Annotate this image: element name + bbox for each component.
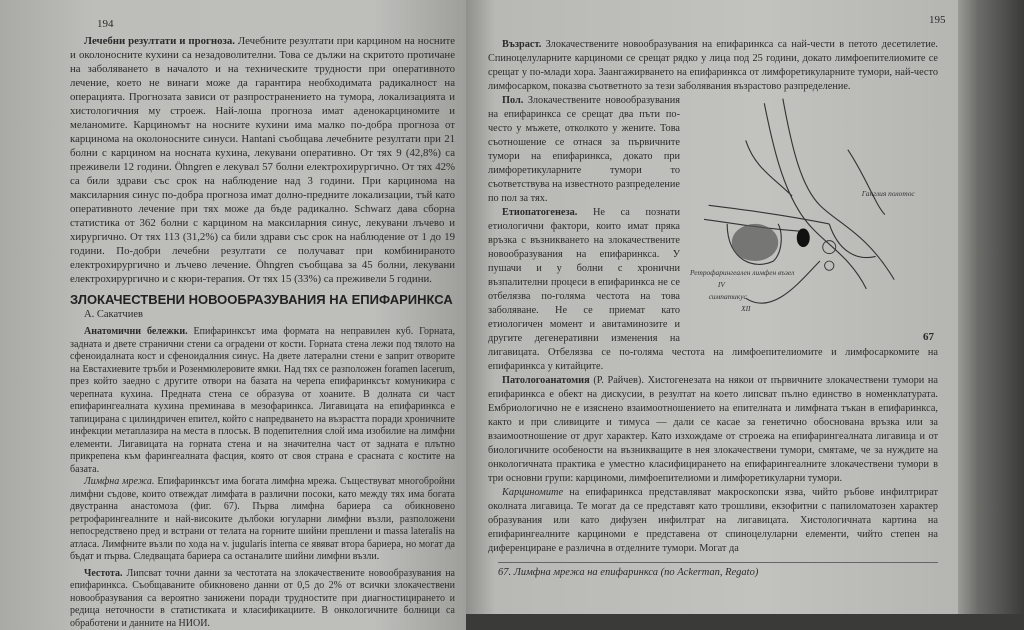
caption-text: Лимфна мрежа на епифаринкса (по Ackerman, Regato) bbox=[514, 567, 759, 578]
lymph-section bbox=[70, 476, 455, 564]
figure-label: Ганглия полотос bbox=[861, 189, 916, 198]
caption-number: 67. bbox=[498, 567, 511, 578]
etio-text: Не са познати етиологични фактори, които имат пряка връзка с възникването на злокачествените новообразувания на епифаринкса. У пушачи и у болни с хронични възпалителни процеси в епифаринкса не се отбелязва по-голяма честота на това заболяване. Не се приемат като етиологичен момент и авитаминозите и другите дегенеративни изменения на лигавицата. Отбелязва се по-голяма честота на лимфоепителиомите и лимфосаркомите на епифаринкса у китайците. bbox=[488, 207, 938, 372]
right-page-text bbox=[488, 38, 938, 580]
prognosis-text: Лечебните резултати при карцином на носните и околоносните кухини са незадоволителни. Това се дължи на скритото протичане на заболяването в началото и на техническите трудности при оперативното лечение, което не винаги може да гарантира необходимата радикалност на операцията. Прогнозата зависи от разпространението на тумора, локализацията и хистологичния му строеж. Най-лоша прогноза имат аденокарциномите и меланомите. Карциномът на носните кухини има малко по-добра прогноза от карцинома на околоносните синуси. Hantani съобщава лечебните резултати при 21 болни с карцином на носната кухина, лекувани оперативно. От тях 9 (42,8%) са преживели 12 години. Öhngren е лекувал 57 болни електрохирургично. От тях 42% са били здрави със срок на наблюдение над 3 години. При карцинома на максиларния синус по-добра прогноза имат долно-предните локализации, тъй като оперативното лечение при тях може да бъде радикално. Schwarz дава сборна статистика от 362 болни с карцином на максиларния синус, лекувани лъчево и хирургично. От тях 113 (31,2%) са били здрави със срок на наблюдение от 1 до 19 години. По-добри лечебни резултати се получават при комбинираното електрохирургично и лъчево лечение. Öhngren съобщава за 45 болни, лекувани електрохирургично и с кюри-терапия. От тях 15 (33%) са преживели 5 години. bbox=[70, 35, 455, 285]
prognosis-section bbox=[70, 34, 455, 286]
lymph-text: Епифаринксът има богата лимфна мрежа. Съществуват многобройни лимфни съдове, които отвеждат лимфата в различни посоки, като между тях има богата двустранна анастомоза (фиг. 67). Първа лимфна бариера са обикновено ретрофарингеалните и най-високите дълбоки югуларни лимфни възли, разположени непосредствено пред и встрани от телата на горните шийни прешлени и massa lateralis на атласа. Лимфните възли по хода на v. jugularis interna се явяват втора бариера, но могат да бъдат и първа. Следващата бариера са останалите шийни лимфни възли. bbox=[70, 476, 455, 562]
age-section bbox=[488, 38, 938, 94]
book-edge bbox=[958, 0, 1024, 614]
section-title: ЗЛОКАЧЕСТВЕНИ НОВООБРАЗУВАНИЯ НА ЕПИФАРИНКСА bbox=[70, 292, 455, 308]
frequency-heading: Честота. bbox=[84, 568, 123, 579]
author: А. Сакатчиев bbox=[84, 308, 455, 322]
figure-number: 67 bbox=[923, 330, 934, 344]
patho-text: Хистогенезата на някои от първичните злокачествени тумори на епифаринкса е обект на дискусии, в резултат на което липсват пълно единство в номенклатурата. Ембриологично не е изяснено взаимоотношението на епителната и лимфната тъкан в епифаринкса, както и при сливиците и тимуса — дали се касае за генетично обоснована връзка или за взаимоотношение от друг характер. Като изхождаме от строежа на епифарингеалната лигавица и от биологичните особености на възникващите в нея злокачествени тумори, смятаме, че за нуждите на онкологичната практика е уместно класифицирането на епифарингеалните злокачествени тумори в три основни групи: карциноми, лимфоепителиоми и лимфоретикуларни тумори. bbox=[488, 375, 938, 484]
pathology-section bbox=[488, 374, 938, 486]
figure-caption bbox=[498, 562, 938, 580]
right-page bbox=[466, 0, 958, 614]
patho-heading: Патологоанатомия bbox=[502, 375, 590, 386]
frequency-section bbox=[70, 568, 455, 630]
age-text: Злокачествените новообразувания на епифаринкса са най-чести в петото десетилетие. Спиноцелуларните карциноми се срещат рядко у лица под 25 години, докато лимфоепителиомите се срещат у по-млади хора. Заангажирването на епифаринкса от лимфоретикуларните тумори, най-често лимфосарком, показва съответното за тези заболявания възрастово разпределение. bbox=[488, 39, 938, 92]
sex-text: Злокачествените новообразувания на епифаринкса се срещат два пъти по-често у мъжете, отколкото у жените. Това съотношение се отнася за първичните тумори на епифаринкса, докато при лимфоретикуларните тумори то съответствува на известното разпределение по пол за тях. bbox=[488, 95, 680, 204]
figure-label: Ретрофарингеален лимфен възел bbox=[689, 268, 794, 277]
left-page-text bbox=[70, 34, 455, 630]
sex-heading: Пол. bbox=[502, 95, 523, 106]
lymph-network-figure bbox=[688, 94, 938, 326]
carc-text: на епифаринкса представляват макроскопски язва, чийто ръбове инфилтрират околната лигавица. Те могат да се представят като трошливи, екзофитни с папиломатозен характер образувания или като дифузен инфилтрат на лигавицата. Хистологичната картина на епифарингеалните карциноми е представена от спиноцелуларни елементи, чийто степен на диференциране е различна в отделните тумори. Могат да bbox=[488, 487, 938, 554]
anatomy-heading: Анатомични бележки. bbox=[84, 326, 188, 337]
page-number: 194 bbox=[97, 18, 114, 30]
figure-67 bbox=[688, 94, 938, 344]
figure-label: симпатикус bbox=[709, 292, 748, 301]
frequency-text: Липсват точни данни за честотата на злокачествените новообразувания на епифаринкса. Съобщаваните обикновено данни от 0,5 до 2% от всички злокачествени новообразувания са вероятно занижени поради трудностите при диагностицирането и редица неточности в статистиката и класификациите. В онкологичните болници са обработени и данните на НИОИ. bbox=[70, 568, 455, 629]
figure-label: XII bbox=[740, 304, 751, 313]
figure-label: IV bbox=[717, 280, 726, 289]
left-page bbox=[0, 0, 466, 630]
patho-author: (Р. Райчев). bbox=[593, 375, 644, 386]
lymph-heading: Лимфна мрежа. bbox=[84, 476, 154, 487]
page-number: 195 bbox=[929, 14, 946, 26]
lymph-node-icon bbox=[732, 224, 778, 261]
carcinoma-section bbox=[488, 486, 938, 556]
etio-heading: Етиопатогенеза. bbox=[502, 207, 577, 218]
prognosis-heading: Лечебни резултати и прогноза. bbox=[84, 35, 235, 47]
age-heading: Възраст. bbox=[502, 39, 541, 50]
anatomy-section bbox=[70, 326, 455, 476]
anatomy-text: Епифаринксът има формата на неправилен куб. Горната, задната и двете странични стени са оградени от кости. Горната стена лежи под тялото на сфеноидалната кост и сфеноидалния синус. На двете латерални стени е заприт отворите на Евстахиевите тръби и Розенмюлеровите ямки. Над тях се разположен foramen lacerum, през който заедно с другите отвори на базата на черепа епифаринксът комуникира с черепната кухина. Предната стена се образува от хоаните. В долната си част епифарингеалната кухина преминава в мезофаринкса. Лигавицата на епифаринкса е тапицирана с цилиндричен епител, който с напредването на възрастта поради хроничните инфекции метаплазира на места в плосък. В подепителния слой има изобилие на лимфни елементи. Лигавицата на горната стена и на значителна част от задната е плътно прикрепена към фарингеалната фасция, която от своя страна е срасната с костите на базата. bbox=[70, 326, 455, 475]
carc-heading: Карциномите bbox=[502, 487, 563, 498]
